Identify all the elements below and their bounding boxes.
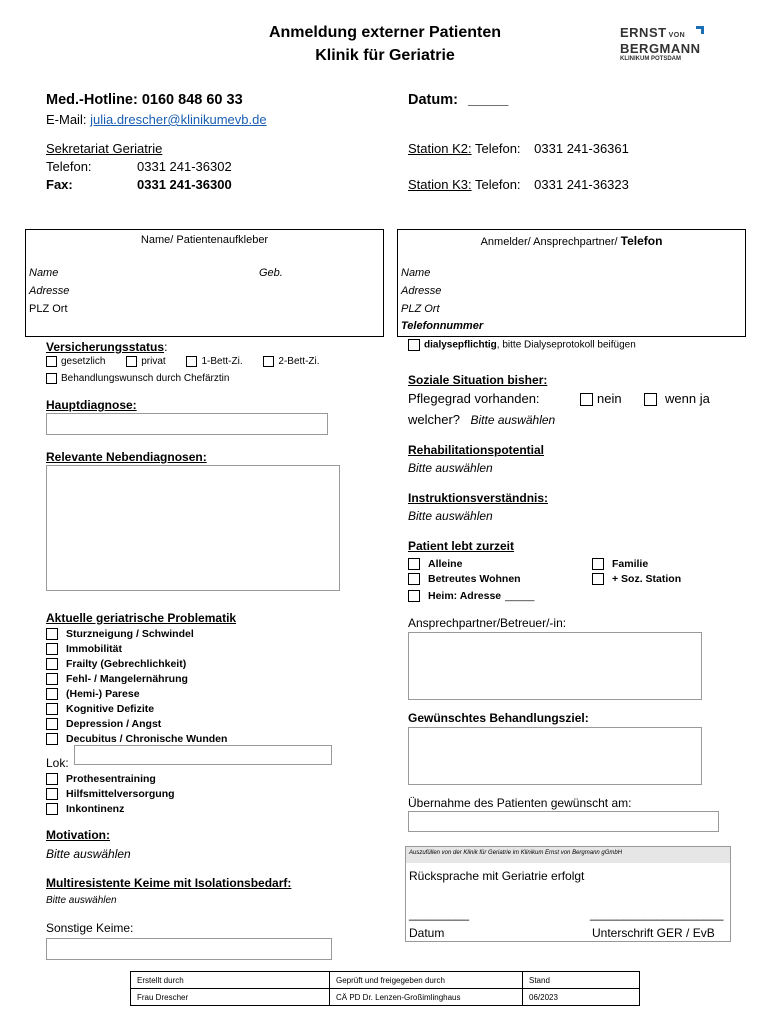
checkbox-alleine[interactable] — [408, 558, 420, 570]
clinic-box — [405, 846, 731, 942]
lives-left-list — [408, 556, 534, 603]
footer-cell: Erstellt durch — [131, 972, 330, 989]
problem-item[interactable] — [46, 731, 227, 746]
label-familie: Familie — [612, 557, 649, 570]
signature-line[interactable]: ____________________ — [590, 907, 724, 921]
instruction-dropdown[interactable]: Bitte auswählen — [408, 509, 493, 523]
lives-item[interactable] — [408, 588, 534, 603]
mrsa-dropdown[interactable]: Bitte auswählen — [46, 895, 117, 906]
problem-checkbox[interactable] — [46, 628, 58, 640]
email-link[interactable]: julia.drescher@klinikumevb.de — [90, 112, 267, 127]
problem-label: Prothesentraining — [66, 772, 156, 785]
label-soz: + Soz. Station — [612, 572, 682, 585]
chef-row — [46, 373, 229, 384]
dialysis-row — [408, 339, 636, 351]
checkbox-privat[interactable] — [126, 356, 137, 367]
problem-checkbox[interactable] — [46, 688, 58, 700]
label-1bett: 1-Bett-Zi. — [201, 356, 243, 368]
problem-item[interactable] — [46, 786, 175, 801]
instruction-title: Instruktionsverständnis: — [408, 491, 549, 505]
lives-item[interactable] — [592, 571, 681, 586]
problems-list — [46, 626, 227, 746]
care-which-dropdown[interactable]: Bitte auswählen — [470, 413, 556, 427]
station-k3-phone-label: Telefon: — [475, 177, 521, 192]
other-germs-label: Sonstige Keime: — [46, 921, 134, 935]
social-title: Soziale Situation bisher: — [408, 373, 548, 387]
rehab-dropdown[interactable]: Bitte auswählen — [408, 461, 493, 475]
checkbox-care-nein[interactable] — [580, 393, 593, 406]
contact-person-input[interactable] — [408, 632, 702, 700]
signature-date-label: Datum — [409, 926, 445, 940]
lives-item[interactable] — [408, 556, 534, 571]
problem-label: Depression / Angst — [66, 717, 162, 730]
localization-label: Lok: — [46, 756, 69, 770]
care-nein-label: nein — [597, 391, 622, 406]
checkbox-soz[interactable] — [592, 573, 604, 585]
station-k2-phone: 0331 241-36361 — [534, 141, 629, 156]
care-which-row — [408, 411, 555, 429]
lives-title: Patient lebt zurzeit — [408, 539, 515, 553]
footer-cell: Frau Drescher — [131, 989, 330, 1006]
applicant-header-text: Anmelder/ Ansprechpartner/ — [480, 236, 618, 248]
patient-name-label: Name — [29, 267, 59, 279]
patient-city-label: PLZ Ort — [29, 303, 68, 315]
problem-checkbox[interactable] — [46, 773, 58, 785]
patient-birth-label: Geb. — [259, 267, 283, 279]
problem-item[interactable] — [46, 686, 227, 701]
label-2bett: 2-Bett-Zi. — [278, 356, 320, 368]
fax-value: 0331 241-36300 — [137, 177, 232, 192]
checkbox-chef[interactable] — [46, 373, 57, 384]
problem-checkbox[interactable] — [46, 643, 58, 655]
care-ja-label: wenn ja — [665, 391, 710, 406]
problem-item[interactable] — [46, 626, 227, 641]
problem-item[interactable] — [46, 641, 227, 656]
dialysis-note: , bitte Dialyseprotokoll beifügen — [496, 339, 636, 351]
fax-label: Fax: — [46, 177, 73, 192]
rehab-title: Rehabilitationspotential — [408, 443, 545, 457]
logo — [620, 26, 701, 62]
station-k3-phone: 0331 241-36323 — [534, 177, 629, 192]
applicant-phone-label: Telefonnummer — [401, 320, 484, 332]
problem-item[interactable] — [46, 701, 227, 716]
problem-checkbox[interactable] — [46, 703, 58, 715]
footer-cell: 06/2023 — [523, 989, 640, 1006]
problem-checkbox[interactable] — [46, 733, 58, 745]
logo-text-2: BERGMANN — [620, 41, 701, 56]
takeover-input[interactable] — [408, 811, 719, 832]
problems-title: Aktuelle geriatrische Problematik — [46, 611, 237, 625]
dialysis-label: dialysepflichtig — [424, 339, 497, 351]
station-k3-label: Station K3: — [408, 177, 472, 192]
checkbox-1bett[interactable] — [186, 356, 197, 367]
logo-text-1: ERNST — [620, 25, 667, 40]
care-level-label: Pflegegrad vorhanden: — [408, 391, 540, 406]
station-k2-phone-label: Telefon: — [475, 141, 521, 156]
insurance-title-text: Versicherungsstatus — [46, 340, 165, 354]
checkbox-2bett[interactable] — [263, 356, 274, 367]
email-row — [46, 112, 267, 127]
secretariat: Sekretariat Geriatrie — [46, 141, 163, 156]
station-k2-label: Station K2: — [408, 141, 472, 156]
problem-item[interactable] — [46, 771, 175, 786]
callback-label: Rücksprache mit Geriatrie erfolgt — [409, 869, 585, 883]
problem-label: Fehl- / Mangelernährung — [66, 672, 188, 685]
contact-person-label: Ansprechpartner/Betreuer/-in: — [408, 616, 567, 630]
problem-label: Immobilität — [66, 642, 123, 655]
applicant-city-label: PLZ Ort — [401, 303, 440, 315]
problem-label: Inkontinenz — [66, 802, 125, 815]
goal-title: Gewünschtes Behandlungsziel: — [408, 711, 589, 725]
main-diagnosis-input[interactable] — [46, 413, 328, 435]
label-betreut: Betreutes Wohnen — [428, 572, 521, 585]
patient-box[interactable] — [25, 229, 384, 337]
goal-input[interactable] — [408, 727, 702, 785]
station-k3-row — [408, 177, 629, 192]
hotline: Med.-Hotline: 0160 848 60 33 — [46, 92, 243, 108]
mrsa-title: Multiresistente Keime mit Isolationsbedarf: — [46, 876, 292, 890]
lives-right-list — [592, 556, 681, 586]
footer-header-row — [131, 972, 640, 989]
problem-checkbox[interactable] — [46, 803, 58, 815]
care-ja — [644, 391, 710, 406]
checkbox-familie[interactable] — [592, 558, 604, 570]
problem-checkbox[interactable] — [46, 788, 58, 800]
date-row — [408, 92, 508, 108]
motivation-dropdown[interactable]: Bitte auswählen — [46, 847, 131, 861]
problem-label: Kognitive Defizite — [66, 702, 155, 715]
takeover-label: Übernahme des Patienten gewünscht am: — [408, 796, 632, 810]
applicant-header-bold: Telefon — [620, 234, 663, 248]
applicant-name-label: Name — [401, 267, 431, 279]
problem-item[interactable] — [46, 716, 227, 731]
logo-von: VON — [668, 32, 686, 39]
date-line[interactable]: _________ — [409, 907, 470, 921]
applicant-box-header — [398, 234, 745, 248]
label-chef: Behandlungswunsch durch Chefärztin — [61, 373, 230, 385]
label-privat: privat — [141, 356, 166, 368]
footer-table — [130, 971, 640, 1006]
patient-box-header: Name/ Patientenaufkleber — [140, 234, 269, 246]
insurance-options — [46, 356, 320, 367]
problem-label: Sturzneigung / Schwindel — [66, 627, 194, 640]
signature-label: Unterschrift GER / EvB — [592, 926, 715, 940]
problem-checkbox[interactable] — [46, 673, 58, 685]
problem-label: Hilfsmittelversorgung — [66, 787, 175, 800]
localization-input[interactable] — [74, 745, 332, 765]
footer-cell: Geprüft und freigegeben durch — [330, 972, 523, 989]
page-title: Anmeldung externer Patienten — [268, 24, 502, 41]
problem-item[interactable] — [46, 656, 227, 671]
problems-list-2 — [46, 771, 175, 816]
motivation-title: Motivation: — [46, 828, 110, 842]
problem-item[interactable] — [46, 671, 227, 686]
insurance-colon: : — [164, 340, 168, 354]
checkbox-betreut[interactable] — [408, 573, 420, 585]
patient-address-label: Adresse — [29, 285, 70, 297]
label-alleine: Alleine — [428, 557, 463, 570]
phone-value: 0331 241-36302 — [137, 159, 232, 174]
logo-corner-icon — [696, 26, 704, 34]
problem-label: Frailty (Gebrechlichkeit) — [66, 657, 187, 670]
care-nein — [580, 391, 622, 406]
problem-checkbox[interactable] — [46, 718, 58, 730]
checkbox-care-ja[interactable] — [644, 393, 657, 406]
logo-text-3: KLINIKUM POTSDAM — [620, 56, 681, 62]
footer-cell: Stand — [523, 972, 640, 989]
footer-value-row — [131, 989, 640, 1006]
phone-label: Telefon: — [46, 159, 92, 174]
insurance-title — [46, 340, 167, 354]
checkbox-dialysis[interactable] — [408, 339, 420, 351]
clinic-note: Auszufüllen von der Klinik für Geriatrie im Klinikum Ernst von Bergmann gGmbH — [409, 850, 623, 856]
email-label: E-Mail: — [46, 112, 87, 127]
applicant-address-label: Adresse — [401, 285, 442, 297]
main-diagnosis-title: Hauptdiagnose: — [46, 398, 137, 412]
checkbox-heim[interactable] — [408, 590, 420, 602]
date-input[interactable]: _____ — [467, 92, 509, 108]
other-germs-input[interactable] — [46, 938, 332, 960]
checkbox-gesetzlich[interactable] — [46, 356, 57, 367]
station-k2-row — [408, 141, 629, 156]
label-heim: Heim: Adresse — [428, 589, 502, 602]
date-label: Datum: — [408, 92, 458, 108]
lives-item[interactable] — [592, 556, 681, 571]
problem-label: Decubitus / Chronische Wunden — [66, 732, 228, 745]
problem-label: (Hemi-) Parese — [66, 687, 140, 700]
problem-item[interactable] — [46, 801, 175, 816]
page-subtitle: Klinik für Geriatrie — [315, 47, 455, 64]
problem-checkbox[interactable] — [46, 658, 58, 670]
secondary-diagnoses-title: Relevante Nebendiagnosen: — [46, 450, 207, 464]
care-which-label: welcher? — [408, 412, 461, 427]
secondary-diagnoses-input[interactable] — [46, 465, 340, 591]
label-gesetzlich: gesetzlich — [61, 356, 106, 368]
applicant-box[interactable] — [397, 229, 746, 337]
footer-cell: CÄ PD Dr. Lenzen-Großimlinghaus — [330, 989, 523, 1006]
lives-item[interactable] — [408, 571, 534, 586]
heim-address-input[interactable]: _____ — [505, 589, 535, 602]
